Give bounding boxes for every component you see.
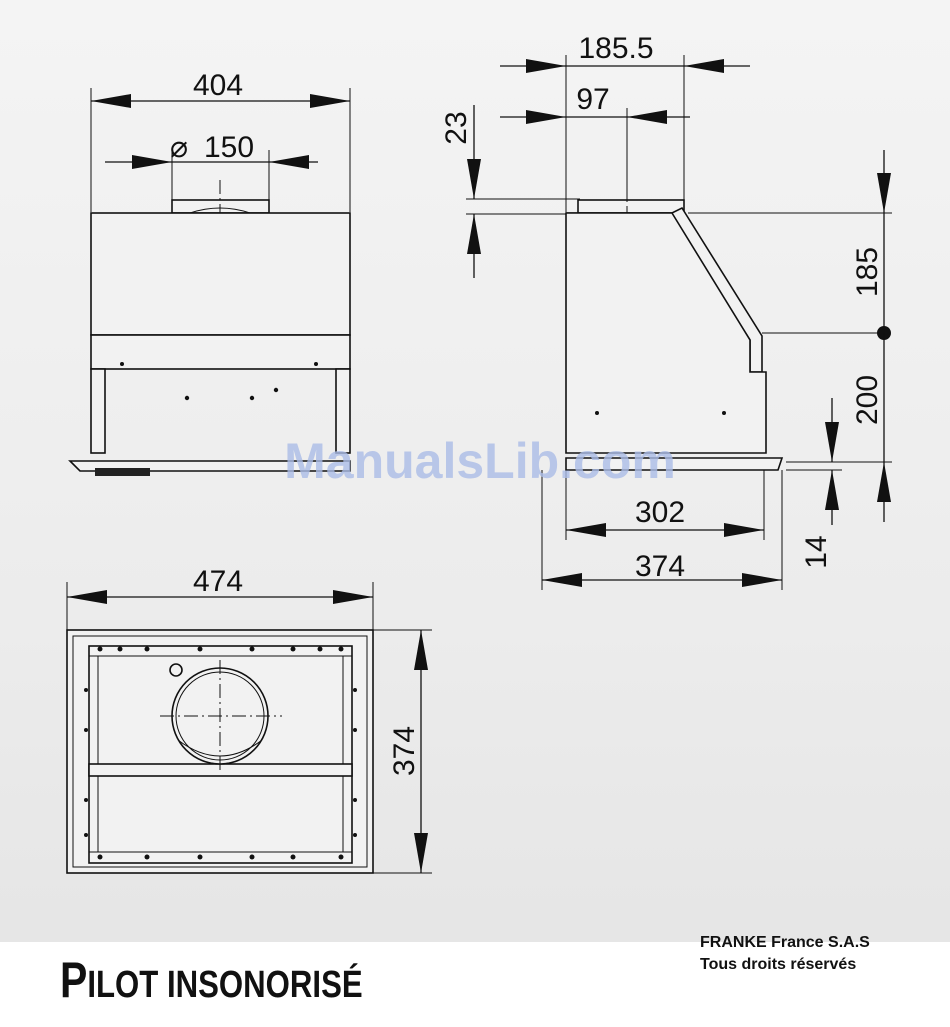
side-view bbox=[440, 32, 892, 590]
company-name: FRANKE France S.A.S bbox=[700, 934, 870, 951]
side-depth-outer-label: 374 bbox=[634, 550, 686, 583]
front-view bbox=[70, 69, 350, 476]
company-credit bbox=[700, 932, 870, 976]
bottom-width-label: 474 bbox=[192, 565, 244, 598]
front-diameter-label: 150 bbox=[204, 131, 255, 164]
side-top-offset-label: 185.5 bbox=[578, 32, 654, 65]
side-collar bbox=[578, 200, 684, 213]
front-width-label: 404 bbox=[192, 69, 244, 102]
company-rights: Tous droits réservés bbox=[700, 956, 857, 973]
side-depth-inner-label: 302 bbox=[634, 496, 686, 529]
diameter-symbol: ⌀ bbox=[170, 131, 189, 164]
product-title bbox=[60, 950, 363, 1015]
side-upper-height-label: 185 bbox=[851, 246, 884, 298]
side-collar-height-label: 23 bbox=[440, 111, 473, 145]
side-lower-height-label: 200 bbox=[851, 374, 884, 426]
watermark: ManualsLib.com bbox=[284, 433, 676, 489]
side-panel-thickness-label: 14 bbox=[800, 535, 833, 569]
front-hood-body bbox=[91, 213, 350, 335]
title-initial: P bbox=[60, 952, 88, 1008]
side-hood-body bbox=[566, 213, 766, 453]
side-duct-offset-label: 97 bbox=[576, 83, 610, 116]
title-first-word-rest: ILOT bbox=[87, 964, 159, 1006]
bottom-depth-label: 374 bbox=[388, 725, 421, 777]
title-second-word: INSONORISÉ bbox=[166, 964, 363, 1006]
bottom-view bbox=[67, 565, 432, 873]
